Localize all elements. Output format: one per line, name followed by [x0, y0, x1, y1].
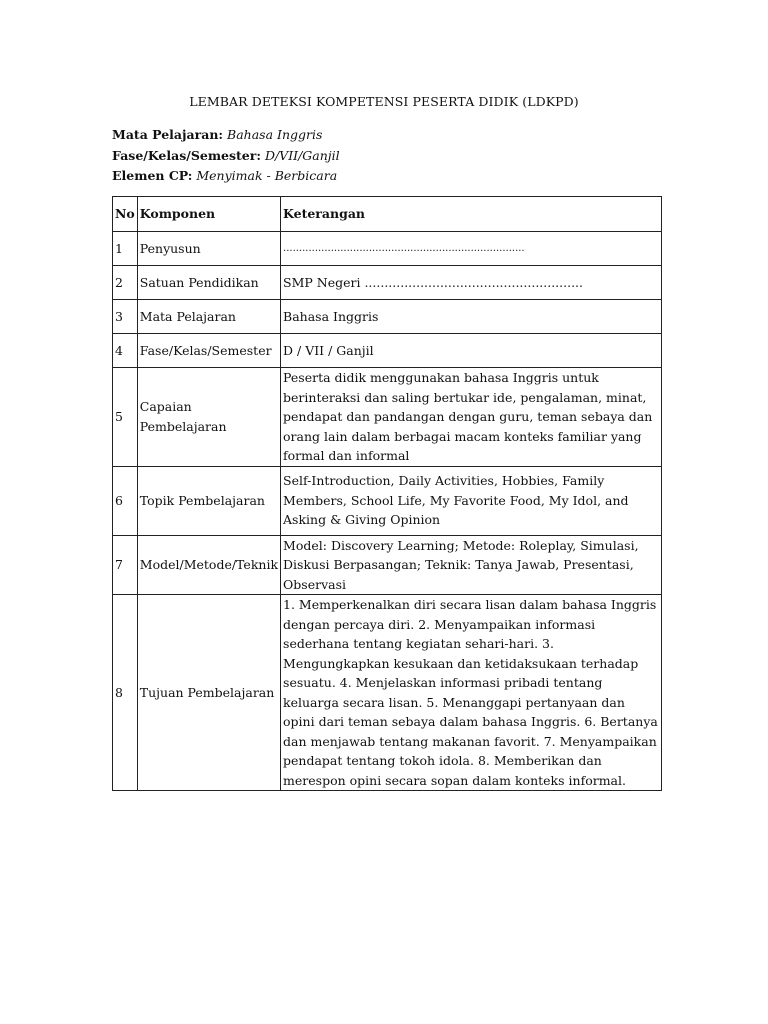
header-keterangan: Keterangan: [281, 197, 662, 232]
cell-komponen: Mata Pelajaran: [137, 300, 280, 334]
cell-keterangan: SMP Negeri .......................................................: [281, 266, 662, 300]
cell-no: 5: [113, 368, 138, 467]
meta-subject-value: Bahasa Inggris: [227, 127, 323, 142]
table-row: [113, 266, 662, 300]
cell-no: 7: [113, 535, 138, 595]
cell-komponen: Satuan Pendidikan: [137, 266, 280, 300]
header-no: No: [113, 197, 138, 232]
header-komponen: Komponen: [137, 197, 280, 232]
table-row: [113, 466, 662, 535]
table-row: [113, 535, 662, 595]
cell-komponen: Capaian Pembelajaran: [137, 368, 280, 467]
cell-keterangan: Peserta didik menggunakan bahasa Inggris untuk berinteraksi dan saling bertukar ide, pengalaman, minat, pendapat dan pandangan dengan guru, teman sebaya dan orang lain dalam berbagai macam konteks familiar yang formal dan informal: [281, 368, 662, 467]
cell-keterangan: ............................................................................: [281, 232, 662, 266]
cell-komponen: Topik Pembelajaran: [137, 466, 280, 535]
meta-phase-label: Fase/Kelas/Semester:: [112, 147, 261, 163]
meta-subject: [112, 125, 340, 146]
metadata-block: [112, 125, 340, 187]
cell-no: 1: [113, 232, 138, 266]
competency-table: [112, 196, 662, 791]
table-row: [113, 232, 662, 266]
cell-keterangan: Bahasa Inggris: [281, 300, 662, 334]
meta-element-label: Elemen CP:: [112, 168, 193, 183]
cell-no: 3: [113, 300, 138, 334]
meta-phase-value: D/VII/Ganjil: [264, 147, 340, 163]
cell-keterangan: Self-Introduction, Daily Activities, Hobbies, Family Members, School Life, My Favorite Food, My Idol, and Asking & Giving Opinion: [281, 466, 662, 535]
cell-komponen: Penyusun: [137, 232, 280, 266]
table-header-row: [113, 197, 662, 232]
table-row: [113, 368, 662, 467]
cell-komponen: Tujuan Pembelajaran: [137, 595, 280, 791]
cell-no: 6: [113, 466, 138, 535]
cell-keterangan: Model: Discovery Learning; Metode: Roleplay, Simulasi, Diskusi Berpasangan; Teknik: Tanya Jawab, Presentasi, Observasi: [281, 535, 662, 595]
document-title: LEMBAR DETEKSI KOMPETENSI PESERTA DIDIK (LDKPD): [189, 94, 579, 109]
cell-no: 2: [113, 266, 138, 300]
table-row: [113, 595, 662, 791]
cell-komponen: Fase/Kelas/Semester: [137, 334, 280, 368]
table-row: [113, 334, 662, 368]
cell-keterangan: D / VII / Ganjil: [281, 334, 662, 368]
meta-phase: [112, 146, 340, 167]
table-row: [113, 300, 662, 334]
cell-keterangan: 1. Memperkenalkan diri secara lisan dalam bahasa Inggris dengan percaya diri. 2. Menyampaikan informasi sederhana tentang kegiatan sehari-hari. 3. Mengungkapkan kesukaan dan ketidaksukaan terhadap sesuatu. 4. Menjelaskan informasi pribadi tentang keluarga secara lisan. 5. Menanggapi pertanyaan dan opini dari teman sebaya dalam bahasa Inggris. 6. Bertanya dan menjawab tentang makanan favorit. 7. Menyampaikan pendapat tentang tokoh idola. 8. Memberikan dan merespon opini secara sopan dalam konteks informal.: [281, 595, 662, 791]
meta-subject-label: Mata Pelajaran:: [112, 127, 224, 142]
cell-komponen: Model/Metode/Teknik: [137, 535, 280, 595]
cell-no: 8: [113, 595, 138, 791]
cell-no: 4: [113, 334, 138, 368]
meta-element-value: Menyimak - Berbicara: [196, 168, 338, 183]
meta-element: [112, 166, 340, 187]
